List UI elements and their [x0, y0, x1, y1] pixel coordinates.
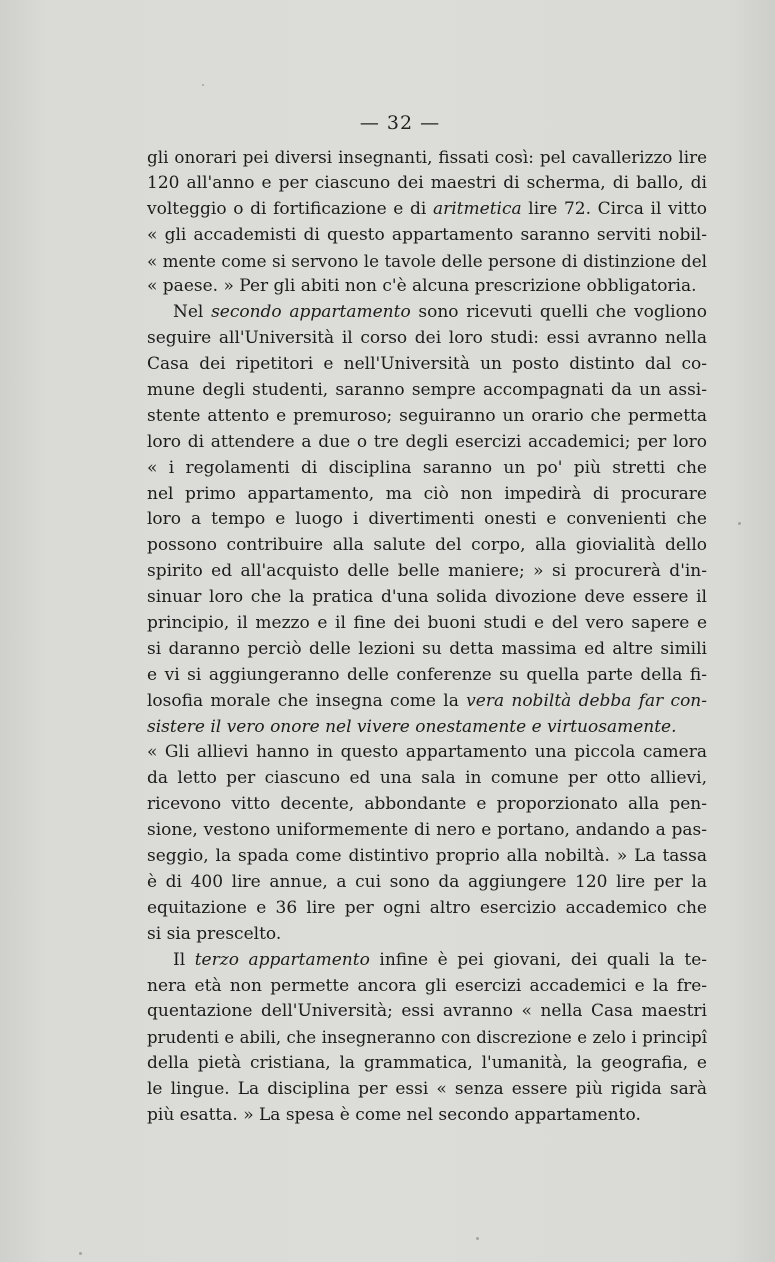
text-segment: e vi si aggiungeranno delle conferenze su quella parte della fi- [147, 664, 707, 685]
text-segment: 120 all'anno e per ciascuno dei maestri di scherma, di ballo, di [147, 172, 707, 193]
text-segment: Nel [173, 302, 212, 323]
text-segment: « i regolamenti di disciplina saranno un po' più stretti che [147, 457, 707, 478]
paper-speck [476, 1237, 479, 1240]
body-text [147, 145, 707, 1129]
text-line [147, 948, 707, 974]
paper-speck [738, 522, 741, 525]
text-segment: nel primo appartamento, ma ciò non impedirà di procurare [147, 483, 707, 504]
text-line [147, 352, 707, 378]
text-segment: da letto per ciascuno ed una sala in comune per otto allievi, [147, 768, 707, 789]
text-line [147, 689, 707, 715]
text-segment: Casa dei ripetitori e nell'Università un posto distinto dal co- [147, 354, 707, 375]
text-segment: è di 400 lire annue, a cui sono da aggiungere 120 lire per la [147, 871, 707, 892]
text-segment: « Gli allievi hanno in questo appartamento una piccola camera [147, 742, 707, 763]
text-segment: sione, vestono uniformemente di nero e portano, andando a pas- [147, 820, 707, 841]
text-line [147, 1103, 707, 1129]
text-line [147, 197, 707, 223]
text-line [147, 482, 707, 508]
text-segment: equitazione e 36 lire per ogni altro esercizio accademico che [147, 897, 707, 918]
text-segment: spirito ed all'acquisto delle belle maniere; » si procurerà d'in- [147, 561, 707, 582]
text-line [147, 715, 707, 741]
text-segment: loro a tempo e luogo i divertimenti onesti e convenienti che [147, 509, 707, 530]
text-line [147, 326, 707, 352]
text-segment: più esatta. » La spesa è come nel secondo appartamento. [147, 1104, 641, 1125]
page-number: — 32 — [359, 112, 441, 134]
text-line [147, 404, 707, 430]
text-segment: quentazione dell'Università; essi avranno « nella Casa maestri [147, 1001, 707, 1022]
text-line [147, 378, 707, 404]
text-segment: ricevono vitto decente, abbondante e proporzionato alla pen- [147, 794, 707, 815]
text-segment: seggio, la spada come distintivo proprio alla nobiltà. » La tassa [147, 846, 707, 867]
text-line [147, 430, 707, 456]
text-segment: della pietà cristiana, la grammatica, l'umanità, la geografia, e [147, 1053, 707, 1074]
italic-text: secondo appartamento [211, 302, 411, 323]
text-line [147, 818, 707, 844]
text-line [147, 922, 707, 948]
italic-text: vera nobiltà debba far con- [466, 690, 707, 711]
text-line [147, 533, 707, 559]
text-line [147, 999, 707, 1025]
text-line [147, 1077, 707, 1103]
text-line [147, 559, 707, 585]
text-segment: sono ricevuti quelli che vogliono [410, 302, 707, 323]
text-segment: seguire all'Università il corso dei loro studi: essi avranno nella [147, 328, 707, 349]
text-line [147, 507, 707, 533]
text-segment: nera età non permette ancora gli esercizi accademici e la fre- [147, 975, 707, 996]
text-segment: losofia morale che insegna come la [147, 690, 467, 711]
text-segment: infine è pei giovani, dei quali la te- [369, 949, 707, 970]
italic-text: aritmetica [432, 198, 522, 219]
text-segment: gli onorari pei diversi insegnanti, fissati così: pel cavallerizzo lire [147, 147, 707, 167]
text-segment: si daranno perciò delle lezioni su detta massima ed altre simili [147, 638, 707, 659]
text-line [147, 145, 707, 171]
text-line [147, 1051, 707, 1077]
text-line [147, 274, 707, 300]
text-line [147, 223, 707, 249]
text-line [147, 844, 707, 870]
text-segment: Il [173, 949, 195, 970]
text-line [147, 300, 707, 326]
text-segment: loro di attendere a due o tre degli esercizi accademici; per loro [147, 431, 707, 452]
text-line [147, 792, 707, 818]
text-segment: sinuar loro che la pratica d'una solida divozione deve essere il [147, 587, 707, 608]
text-segment: « paese. » Per gli abiti non c'è alcuna prescrizione obbligatoria. [147, 276, 697, 297]
text-segment: stente attento e premuroso; seguiranno un orario che permetta [147, 405, 707, 426]
text-segment: prudenti e abili, che insegneranno con discrezione e zelo i principî [147, 1028, 707, 1048]
text-line [147, 974, 707, 1000]
text-line [147, 456, 707, 482]
text-line [147, 663, 707, 689]
paper-speck [79, 1252, 82, 1255]
italic-text: sistere il vero onore nel vivere onestamente e virtuosamente. [147, 716, 677, 737]
text-line [147, 870, 707, 896]
text-segment: « mente come si servono le tavole delle persone di distinzione del [147, 250, 707, 271]
text-segment: lire 72. Circa il vitto [521, 198, 707, 219]
text-line [147, 585, 707, 611]
text-segment: « gli accademisti di questo appartamento saranno serviti nobil- [147, 224, 707, 245]
text-segment: si sia prescelto. [147, 923, 282, 944]
text-line [147, 740, 707, 766]
text-segment: mune degli studenti, saranno sempre accompagnati da un assi- [147, 380, 707, 401]
text-segment: possono contribuire alla salute del corpo, alla giovialità dello [147, 535, 707, 556]
paper-speck [202, 84, 204, 86]
text-line [147, 611, 707, 637]
text-line [147, 896, 707, 922]
text-line [147, 249, 707, 275]
text-line [147, 1025, 707, 1051]
text-segment: le lingue. La disciplina per essi « senza essere più rigida sarà [147, 1079, 707, 1100]
text-line [147, 171, 707, 197]
text-line [147, 637, 707, 663]
italic-text: terzo appartamento [194, 949, 370, 970]
text-segment: volteggio o di fortificazione e di [147, 198, 433, 219]
text-segment: principio, il mezzo e il fine dei buoni studi e del vero sapere e [147, 613, 707, 634]
text-line [147, 766, 707, 792]
